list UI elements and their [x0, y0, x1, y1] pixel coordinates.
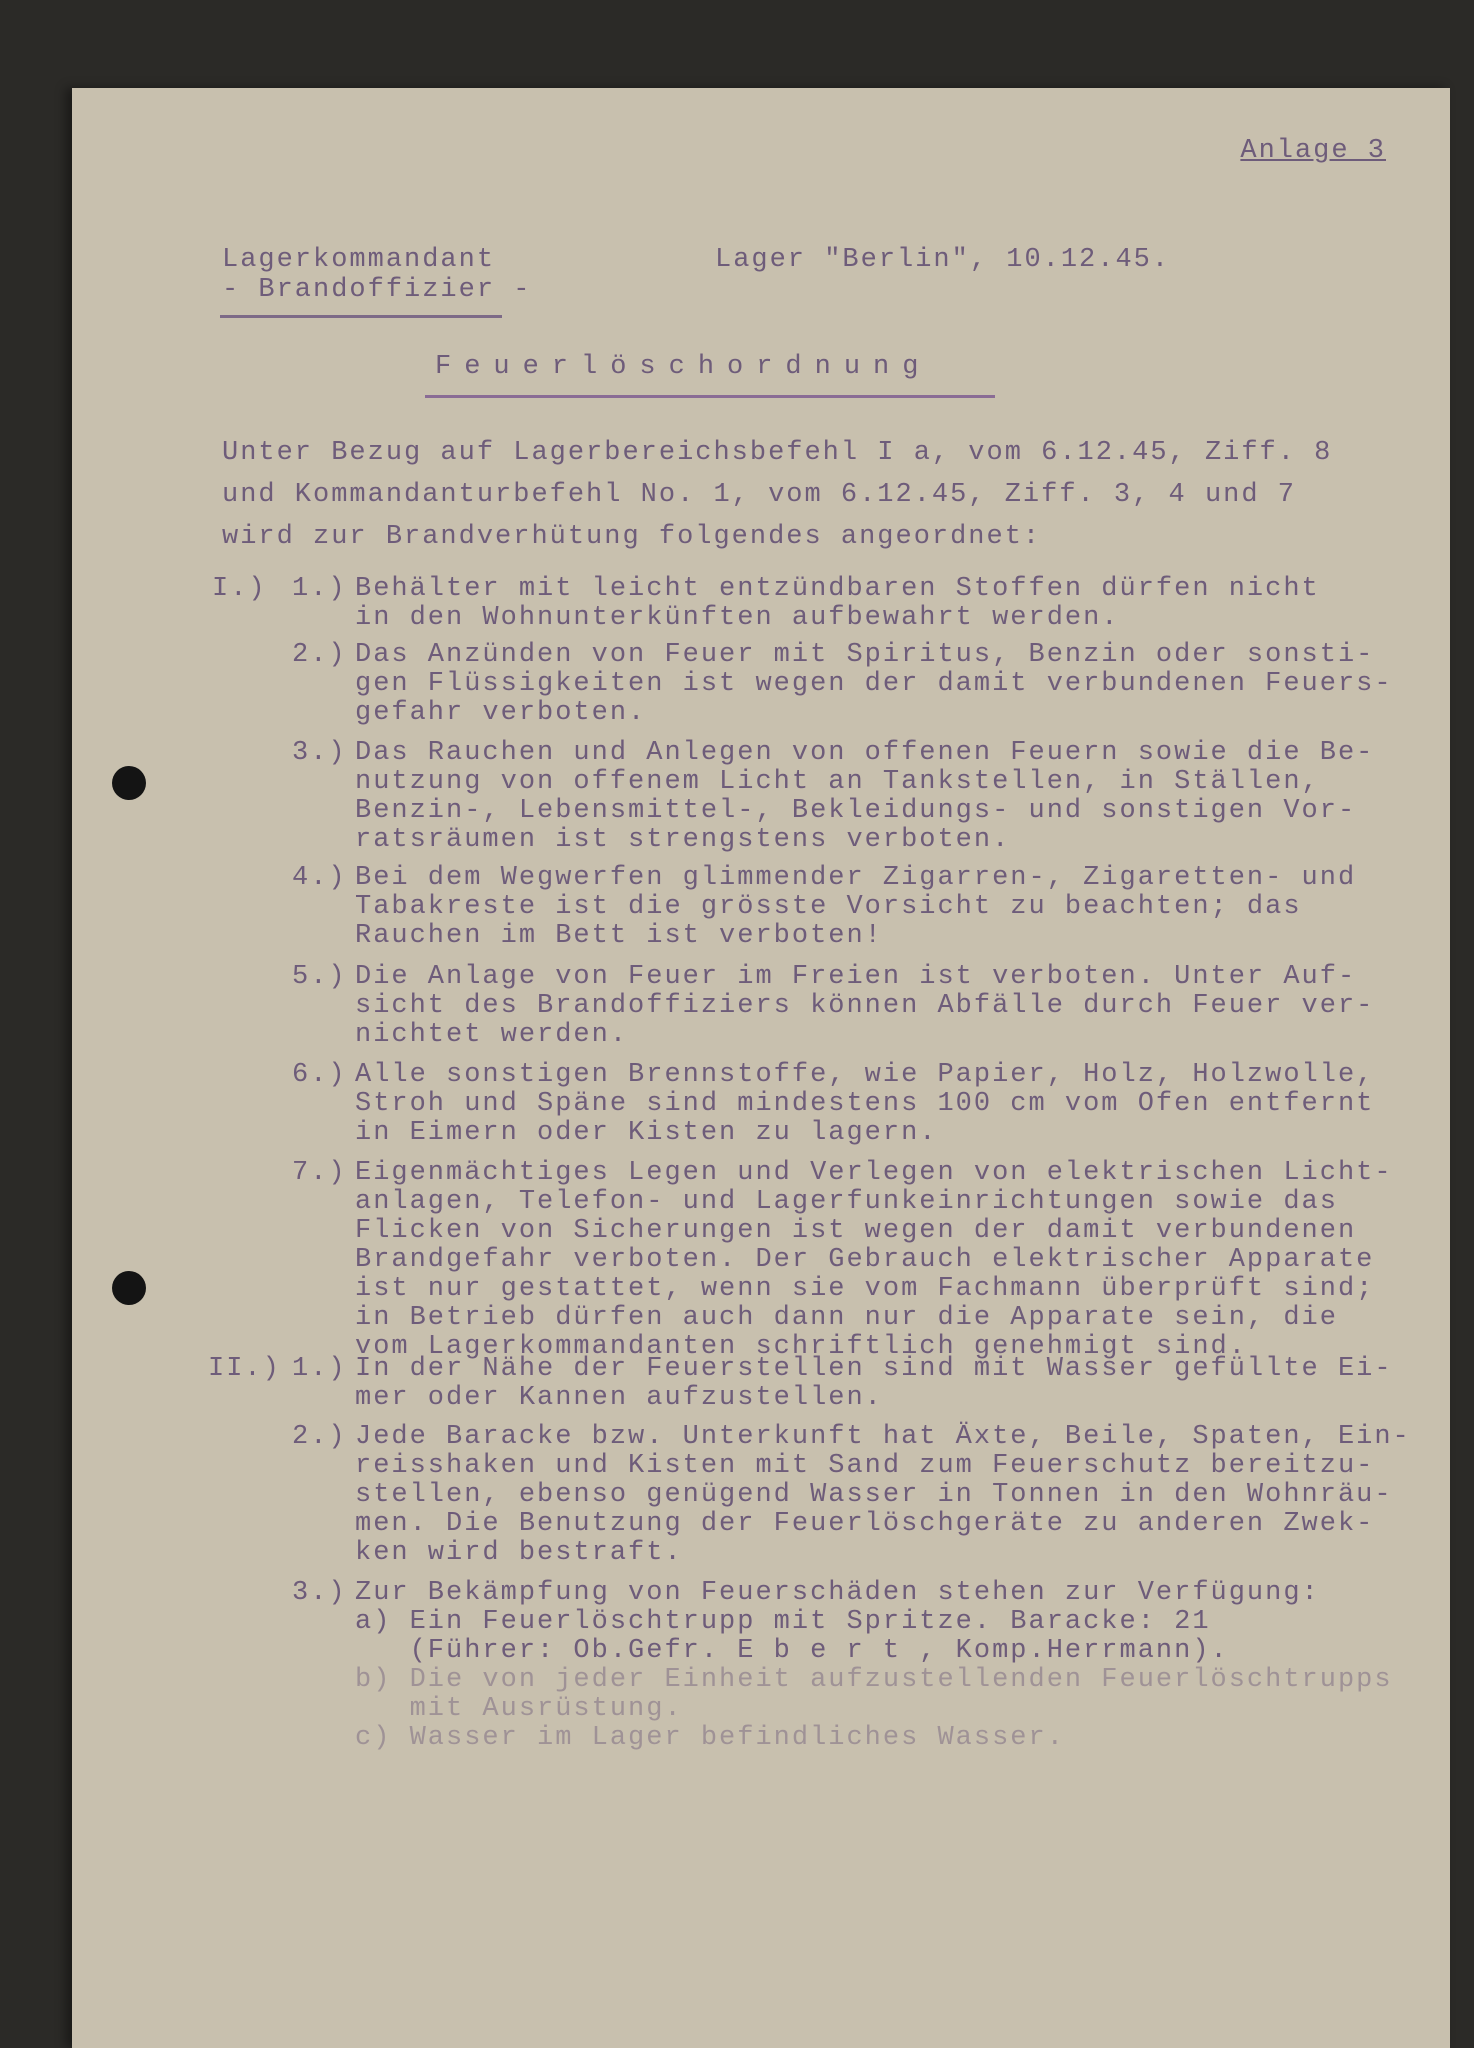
section-label: II.) [208, 1354, 281, 1384]
item-number: 5.) [292, 962, 347, 992]
item-line: nutzung von offenem Licht an Tankstellen, in Ställen, [355, 767, 1320, 797]
item-line: vom Lagerkommandanten schriftlich genehmigt sind. [355, 1332, 1247, 1362]
faded-line: b) Die von jeder Einheit aufzustellenden Feuerlöschtrupps [355, 1665, 1393, 1695]
item-line: ken wird bestraft. [355, 1538, 683, 1568]
item-line: in den Wohnunterkünften aufbewahrt werden. [355, 603, 1120, 633]
item-line: Alle sonstigen Brennstoffe, wie Papier, Holz, Holzwolle, [355, 1060, 1375, 1090]
title-underline [425, 395, 995, 398]
punch-hole-top [112, 766, 146, 800]
item-line: mer oder Kannen aufzustellen. [355, 1383, 883, 1413]
item-line: sicht des Brandoffiziers können Abfälle durch Feuer ver- [355, 991, 1375, 1021]
item-number: 1.) [292, 574, 347, 604]
item-line: Stroh und Späne sind mindestens 100 cm vom Ofen entfernt [355, 1089, 1375, 1119]
item-line: Das Anzünden von Feuer mit Spiritus, Benzin oder sonsti- [355, 640, 1375, 670]
item-line: Eigenmächtiges Legen und Verlegen von elektrischen Licht- [355, 1158, 1393, 1188]
intro-line-2: und Kommandanturbefehl No. 1, vom 6.12.45, Ziff. 3, 4 und 7 [222, 480, 1296, 510]
header-underline [220, 315, 502, 318]
item-number: 2.) [292, 640, 347, 670]
item-number: 3.) [292, 738, 347, 768]
place-date: Lager "Berlin", 10.12.45. [715, 245, 1171, 275]
intro-line-3: wird zur Brandverhütung folgendes angeordnet: [222, 522, 1042, 552]
punch-hole-bottom [112, 1271, 146, 1305]
item-line: Die Anlage von Feuer im Freien ist verboten. Unter Auf- [355, 962, 1357, 992]
item-line: Benzin-, Lebensmittel-, Bekleidungs- und sonstigen Vor- [355, 796, 1357, 826]
item-line: in Eimern oder Kisten zu lagern. [355, 1118, 938, 1148]
item-line: Tabakreste ist die grösste Vorsicht zu beachten; das [355, 892, 1302, 922]
item-line: gen Flüssigkeiten ist wegen der damit verbundenen Feuers- [355, 669, 1393, 699]
item-number: 7.) [292, 1158, 347, 1188]
item-line: Zur Bekämpfung von Feuerschäden stehen zur Verfügung: [355, 1578, 1320, 1608]
item-line: men. Die Benutzung der Feuerlöschgeräte zu anderen Zwek- [355, 1509, 1375, 1539]
item-line: reisshaken und Kisten mit Sand zum Feuerschutz bereitzu- [355, 1451, 1375, 1481]
item-number: 2.) [292, 1422, 347, 1452]
item-line: nichtet werden. [355, 1020, 629, 1050]
item-line: Brandgefahr verboten. Der Gebrauch elektrischer Apparate [355, 1245, 1375, 1275]
item-number: 4.) [292, 863, 347, 893]
item-line: Flicken von Sicherungen ist wegen der damit verbundenen [355, 1216, 1357, 1246]
item-line: ist nur gestattet, wenn sie vom Fachmann überprüft sind; [355, 1274, 1375, 1304]
item-line: In der Nähe der Feuerstellen sind mit Wasser gefüllte Ei- [355, 1354, 1393, 1384]
item-line: a) Ein Feuerlöschtrupp mit Spritze. Baracke: 21 [355, 1607, 1211, 1637]
item-line: (Führer: Ob.Gefr. E b e r t , Komp.Herrmann). [355, 1636, 1229, 1666]
item-line: in Betrieb dürfen auch dann nur die Apparate sein, die [355, 1303, 1338, 1333]
item-line: gefahr verboten. [355, 698, 647, 728]
item-line: Bei dem Wegwerfen glimmender Zigarren-, Zigaretten- und [355, 863, 1357, 893]
item-number: 3.) [292, 1578, 347, 1608]
item-line: anlagen, Telefon- und Lagerfunkeinrichtungen sowie das [355, 1187, 1338, 1217]
item-line: Behälter mit leicht entzündbaren Stoffen dürfen nicht [355, 574, 1320, 604]
item-line: stellen, ebenso genügend Wasser in Tonnen in den Wohnräu- [355, 1480, 1393, 1510]
item-line: Das Rauchen und Anlegen von offenen Feuern sowie die Be- [355, 738, 1375, 768]
org-line-2: - Brandoffizier - [222, 275, 532, 305]
item-line: Rauchen im Bett ist verboten! [355, 921, 883, 951]
item-line: Jede Baracke bzw. Unterkunft hat Äxte, Beile, Spaten, Ein- [355, 1422, 1411, 1452]
annex-label: Anlage 3 [1240, 136, 1386, 166]
item-number: 1.) [292, 1354, 347, 1384]
org-line-1: Lagerkommandant [222, 245, 496, 275]
item-line: ratsräumen ist strengstens verboten. [355, 825, 1011, 855]
faded-line: mit Ausrüstung. [355, 1694, 683, 1724]
item-number: 6.) [292, 1060, 347, 1090]
faded-line: c) Wasser im Lager befindliches Wasser. [355, 1723, 1065, 1753]
document-title: Feuerlöschordnung [435, 352, 932, 382]
intro-line-1: Unter Bezug auf Lagerbereichsbefehl I a, vom 6.12.45, Ziff. 8 [222, 438, 1333, 468]
section-label: I.) [212, 574, 267, 604]
